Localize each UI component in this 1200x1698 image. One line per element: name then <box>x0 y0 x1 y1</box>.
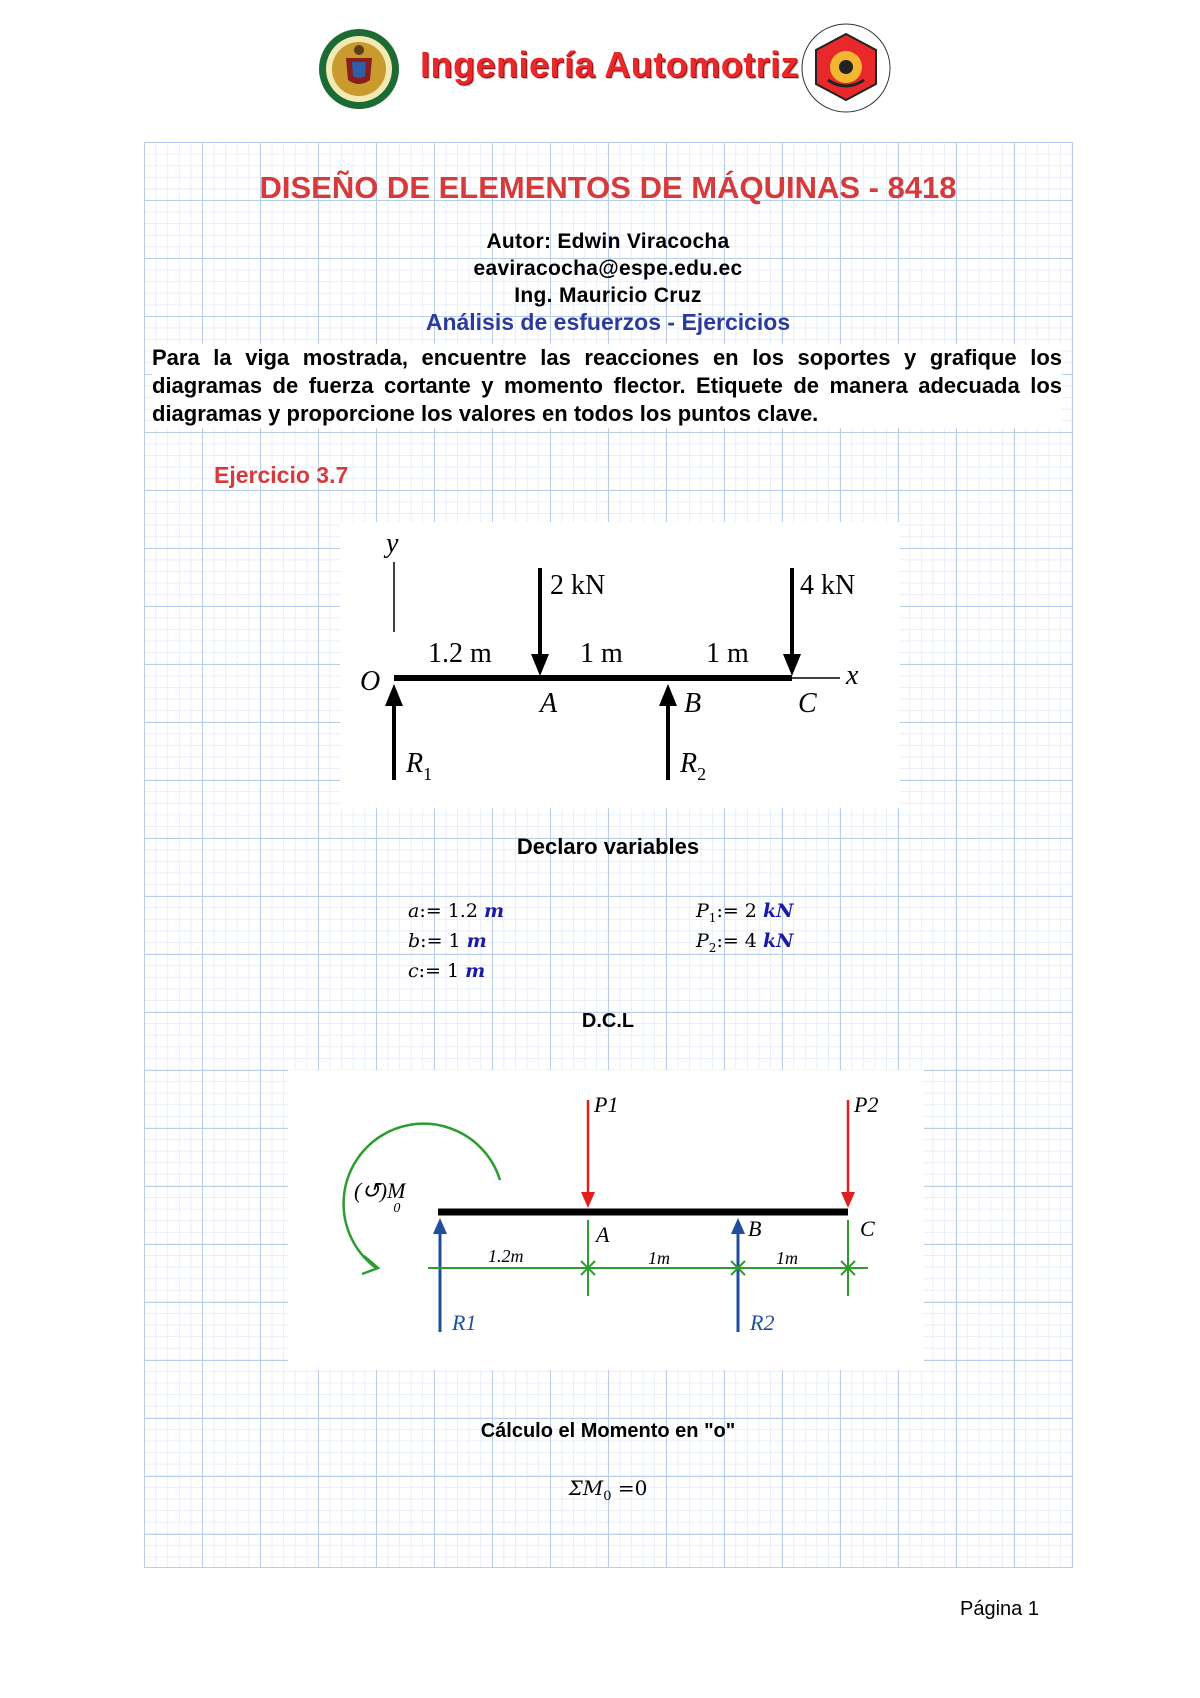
dimension-1m-bc: 1 m <box>706 638 749 669</box>
point-c-label: C <box>860 1216 875 1241</box>
point-b-label: B <box>748 1216 762 1241</box>
load-4kn-arrowhead <box>783 654 801 676</box>
author-line: Autor: Edwin Viracocha <box>486 230 730 253</box>
author-email: eaviracocha@espe.edu.ec <box>473 257 743 280</box>
force-p2-arrowhead <box>841 1192 855 1208</box>
variable-p2: $P_2:= 4$ kN <box>696 930 794 955</box>
dimension-1-2m-label: 1.2m <box>488 1246 524 1266</box>
point-a-label: A <box>596 1222 610 1247</box>
point-o-label: O <box>360 666 381 697</box>
university-seal-logo <box>318 28 400 110</box>
variable-a: a:= 1.2 m <box>408 900 505 922</box>
moment-calc-heading: Cálculo el Momento en "o" <box>480 1420 736 1442</box>
variable-b: b:= 1 m <box>408 930 487 952</box>
section-subtitle: Análisis de esfuerzos - Ejercicios <box>425 309 791 335</box>
point-b-label: B <box>684 688 702 719</box>
reaction-r2-arrowhead <box>659 684 677 706</box>
reaction-r1-arrowhead <box>433 1218 447 1234</box>
exercise-label: Ejercicio 3.7 <box>214 462 349 488</box>
free-body-diagram <box>288 1070 924 1370</box>
reaction-r2-arrowhead <box>731 1218 745 1234</box>
point-a-label: A <box>540 688 558 719</box>
p2-label: P2 <box>854 1092 879 1117</box>
dcl-heading: D.C.L <box>581 1010 635 1032</box>
variable-p1: $P_1:= 2$ kN <box>696 900 794 925</box>
dimension-1m-bc-label: 1m <box>776 1248 798 1268</box>
force-p1-arrowhead <box>581 1192 595 1208</box>
load-2kn-label: 2 kN <box>550 570 606 601</box>
moment-equation: $\Sigma M_0 =0$ <box>568 1476 648 1504</box>
professor-line: Ing. Mauricio Cruz <box>514 284 702 307</box>
p1-label: P1 <box>594 1092 619 1117</box>
y-axis-label: y <box>386 528 399 559</box>
page-number: Página 1 <box>960 1598 1039 1620</box>
dimension-1m-ab: 1 m <box>580 638 623 669</box>
load-2kn-arrowhead <box>531 654 549 676</box>
r1-label: R1 <box>452 1310 477 1335</box>
beam-diagram <box>340 522 900 808</box>
variable-c: c:= 1 m <box>408 960 486 982</box>
reaction-r1-label: $R_1$ <box>406 748 433 784</box>
point-c-label: C <box>798 688 817 719</box>
x-axis-label: x <box>846 660 859 691</box>
variables-heading: Declaro variables <box>516 834 700 859</box>
dimension-1-2m: 1.2 m <box>428 638 492 669</box>
moment-label: (↺)M 0 <box>354 1178 406 1216</box>
problem-statement: Para la viga mostrada, encuentre las reacciones en los soportes y grafique los diagramas de fuerza cortante y momento flector. Etiquete de manera adecuada los diagramas y proporcione los valores en todos los puntos clave. <box>152 345 1062 426</box>
dimension-1m-ab-label: 1m <box>648 1248 670 1268</box>
page-header <box>0 0 1200 130</box>
header-title: Ingeniería Automotriz <box>420 44 800 85</box>
reaction-r2-label: $R_2$ <box>680 748 707 784</box>
r2-label: R2 <box>750 1310 775 1335</box>
mechanical-engineering-logo <box>798 20 894 116</box>
load-4kn-label: 4 kN <box>800 570 856 601</box>
reaction-r1-arrowhead <box>385 684 403 706</box>
document-title: DISEÑO DE ELEMENTOS DE MÁQUINAS - 8418 <box>259 170 957 205</box>
